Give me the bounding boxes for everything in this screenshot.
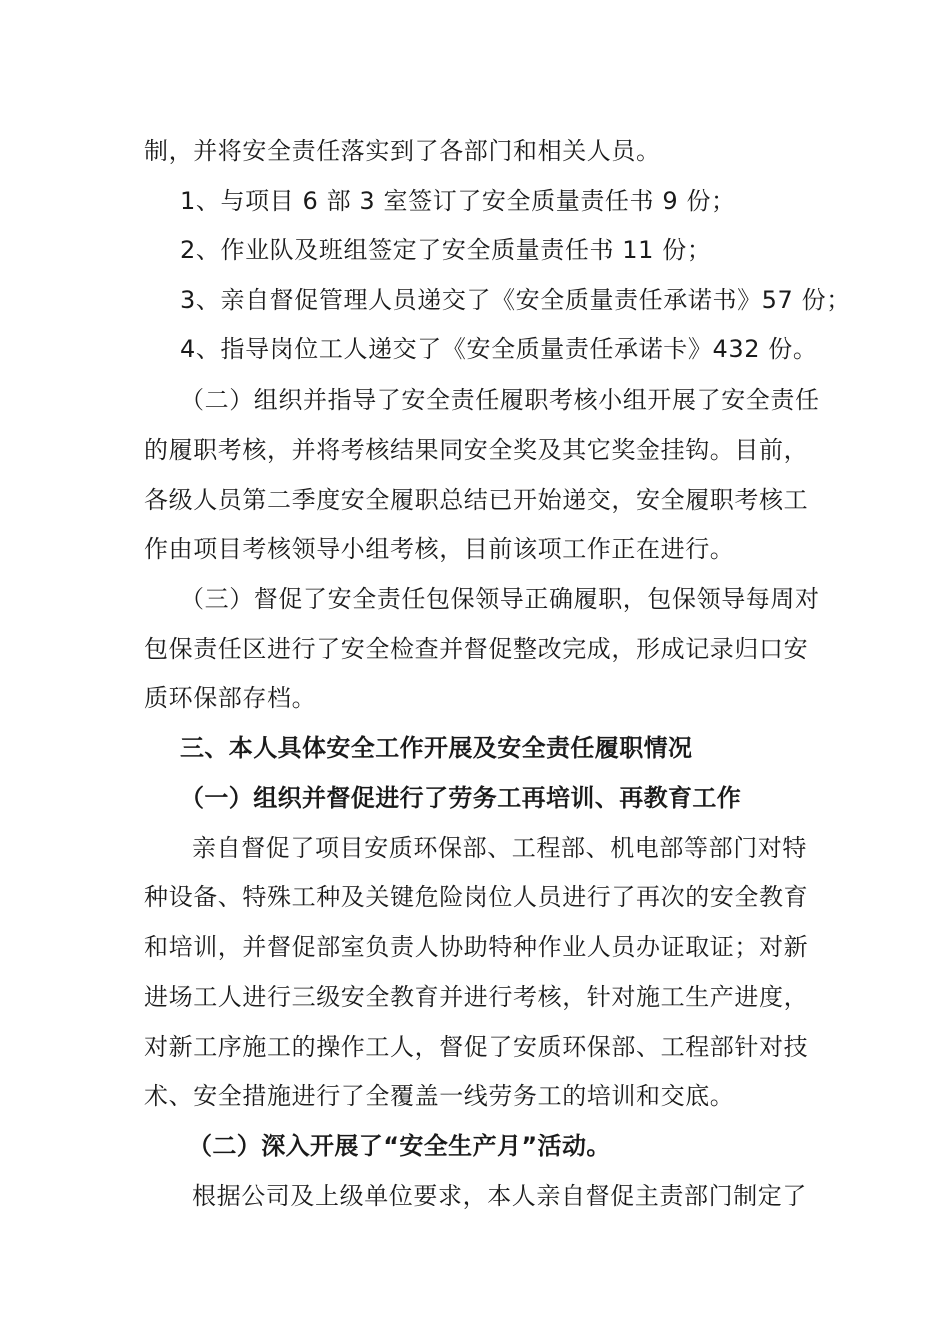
paragraph-line: （三）督促了安全责任包保领导正确履职，包保领导每周对 — [180, 585, 820, 613]
paragraph-line: 种设备、特殊工种及关键危险岗位人员进行了再次的安全教育 — [144, 883, 809, 911]
paragraph-line: 亲自督促了项目安质环保部、工程部、机电部等部门对特 — [192, 834, 807, 862]
paragraph-line: 的履职考核，并将考核结果同安全奖及其它奖金挂钩。目前， — [144, 436, 809, 464]
paragraph-line: 包保责任区进行了安全检查并督促整改完成，形成记录归口安 — [144, 635, 809, 663]
subsection-heading: （二）深入开展了“安全生产月”活动。 — [188, 1132, 611, 1160]
paragraph-line: 各级人员第二季度安全履职总结已开始递交，安全履职考核工 — [144, 486, 809, 514]
paragraph-line: 对新工序施工的操作工人，督促了安质环保部、工程部针对技 — [144, 1033, 809, 1061]
list-item: 3、亲自督促管理人员递交了《安全质量责任承诺书》57 份； — [180, 286, 851, 314]
paragraph-line: 进场工人进行三级安全教育并进行考核，针对施工生产进度， — [144, 983, 809, 1011]
list-item: 4、指导岗位工人递交了《安全质量责任承诺卡》432 份。 — [180, 335, 818, 363]
paragraph-line: 质环保部存档。 — [144, 684, 317, 712]
paragraph-line: 和培训，并督促部室负责人协助特种作业人员办证取证；对新 — [144, 933, 809, 961]
paragraph-line: 制，并将安全责任落实到了各部门和相关人员。 — [144, 137, 661, 165]
subsection-heading: （一）组织并督促进行了劳务工再培训、再教育工作 — [180, 784, 742, 812]
list-item: 2、作业队及班组签定了安全质量责任书 11 份； — [180, 236, 712, 264]
paragraph-line: 术、安全措施进行了全覆盖一线劳务工的培训和交底。 — [144, 1082, 735, 1110]
paragraph-line: （二）组织并指导了安全责任履职考核小组开展了安全责任 — [180, 386, 820, 414]
paragraph-line: 作由项目考核领导小组考核，目前该项工作正在进行。 — [144, 535, 735, 563]
paragraph-line: 根据公司及上级单位要求，本人亲自督促主责部门制定了 — [192, 1182, 807, 1210]
list-item: 1、与项目 6 部 3 室签订了安全质量责任书 9 份； — [180, 187, 736, 215]
section-heading: 三、本人具体安全工作开展及安全责任履职情况 — [180, 734, 693, 762]
